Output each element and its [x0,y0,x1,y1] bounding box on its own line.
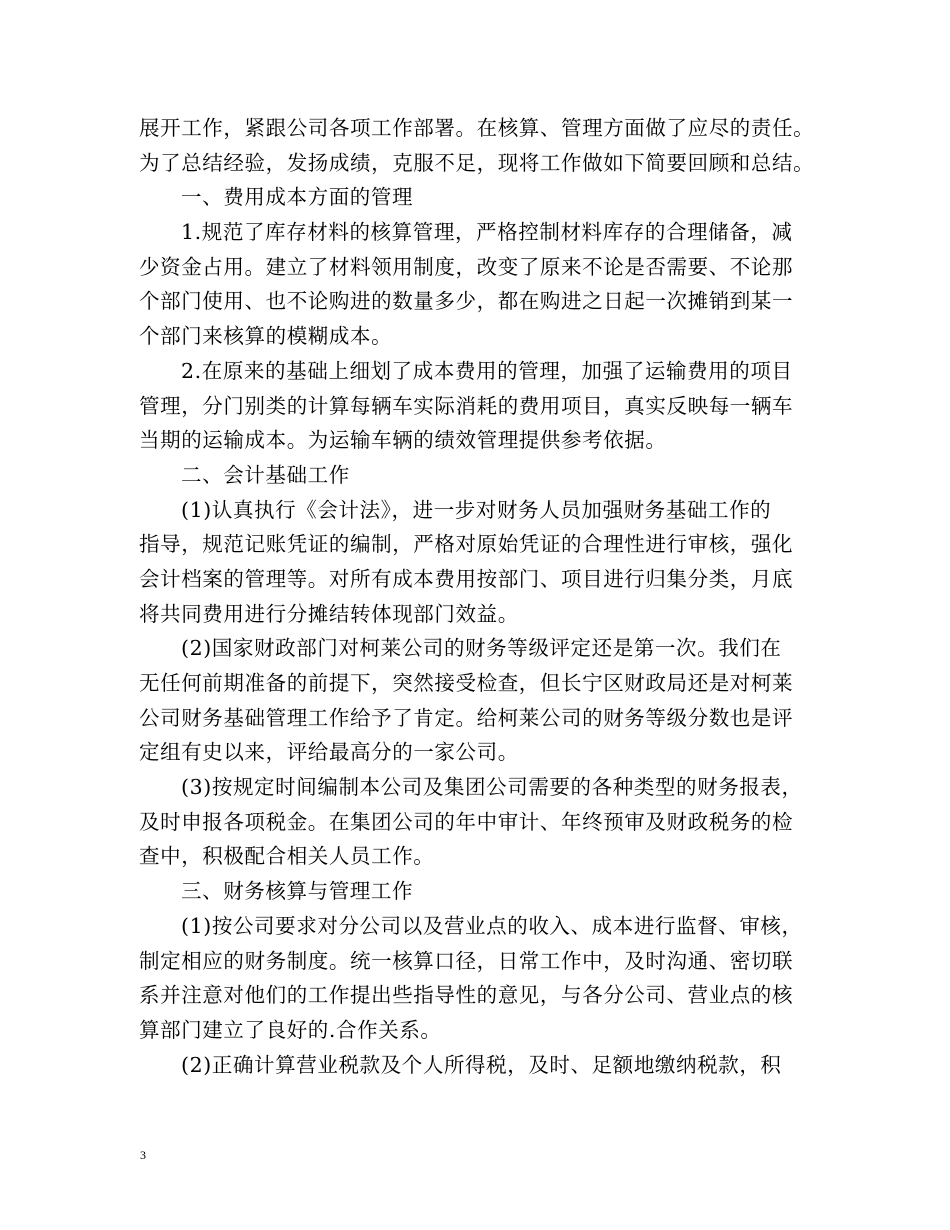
text-line: 1.规范了库存材料的核算管理，严格控制材料库存的合理储备，减 [181,220,793,245]
text-line: 展开工作，紧跟公司各项工作部署。在核算、管理方面做了应尽的责任。 [139,116,815,140]
text-line: 定组有史以来，评给最高分的一家公司。 [139,740,519,765]
text-line: 系并注意对他们的工作提出些指导性的意见，与各分公司、营业点的核 [139,983,794,1008]
section-heading: 三、财务核算与管理工作 [181,879,414,904]
text-line: (3)按规定时间编制本公司及集团公司需要的各种类型的财务报表， [181,775,803,800]
text-line: 将共同费用进行分摊结转体现部门效益。 [139,601,519,626]
text-line: 算部门建立了良好的.合作关系。 [139,1017,442,1042]
text-line: (2)正确计算营业税款及个人所得税，及时、足额地缴纳税款，积 [181,1052,782,1077]
text-line: 为了总结经验，发扬成绩，克服不足，现将工作做如下简要回顾和总结。 [139,150,815,175]
text-line: 查中，积极配合相关人员工作。 [139,844,435,869]
text-line: 少资金占用。建立了材料领用制度，改变了原来不论是否需要、不论那 [139,254,794,279]
section-heading: 二、会计基础工作 [181,462,350,487]
section-heading: 一、费用成本方面的管理 [181,185,414,210]
text-line: 制定相应的财务制度。统一核算口径，日常工作中，及时沟通、密切联 [139,948,794,973]
text-line: 个部门来核算的模糊成本。 [139,324,393,349]
text-line: (1)认真执行《会计法》，进一步对财务人员加强财务基础工作的 [181,497,772,522]
text-line: (2)国家财政部门对柯莱公司的财务等级评定还是第一次。我们在 [181,636,782,661]
text-line: 当期的运输成本。为运输车辆的绩效管理提供参考依据。 [139,428,667,453]
text-line: 公司财务基础管理工作给予了肯定。给柯莱公司的财务等级分数也是评 [139,705,794,730]
page-number: 3 [140,1148,146,1162]
text-line: 无任何前期准备的前提下，突然接受检查，但长宁区财政局还是对柯莱 [139,671,794,695]
text-line: 及时申报各项税金。在集团公司的年中审计、年终预审及财政税务的检 [139,809,794,834]
text-line: 管理，分门别类的计算每辆车实际消耗的费用项目，真实反映每一辆车 [139,393,794,418]
document-body [139,111,839,1082]
text-line: 指导，规范记账凭证的编制，严格对原始凭证的合理性进行审核，强化 [139,532,794,557]
text-line: 会计档案的管理等。对所有成本费用按部门、项目进行归集分类，月底 [139,566,794,591]
text-line: (1)按公司要求对分公司以及营业点的收入、成本进行监督、审核， [181,913,803,938]
text-line: 2.在原来的基础上细划了成本费用的管理，加强了运输费用的项目 [181,358,793,383]
text-line: 个部门使用、也不论购进的数量多少，都在购进之日起一次摊销到某一 [139,289,794,314]
